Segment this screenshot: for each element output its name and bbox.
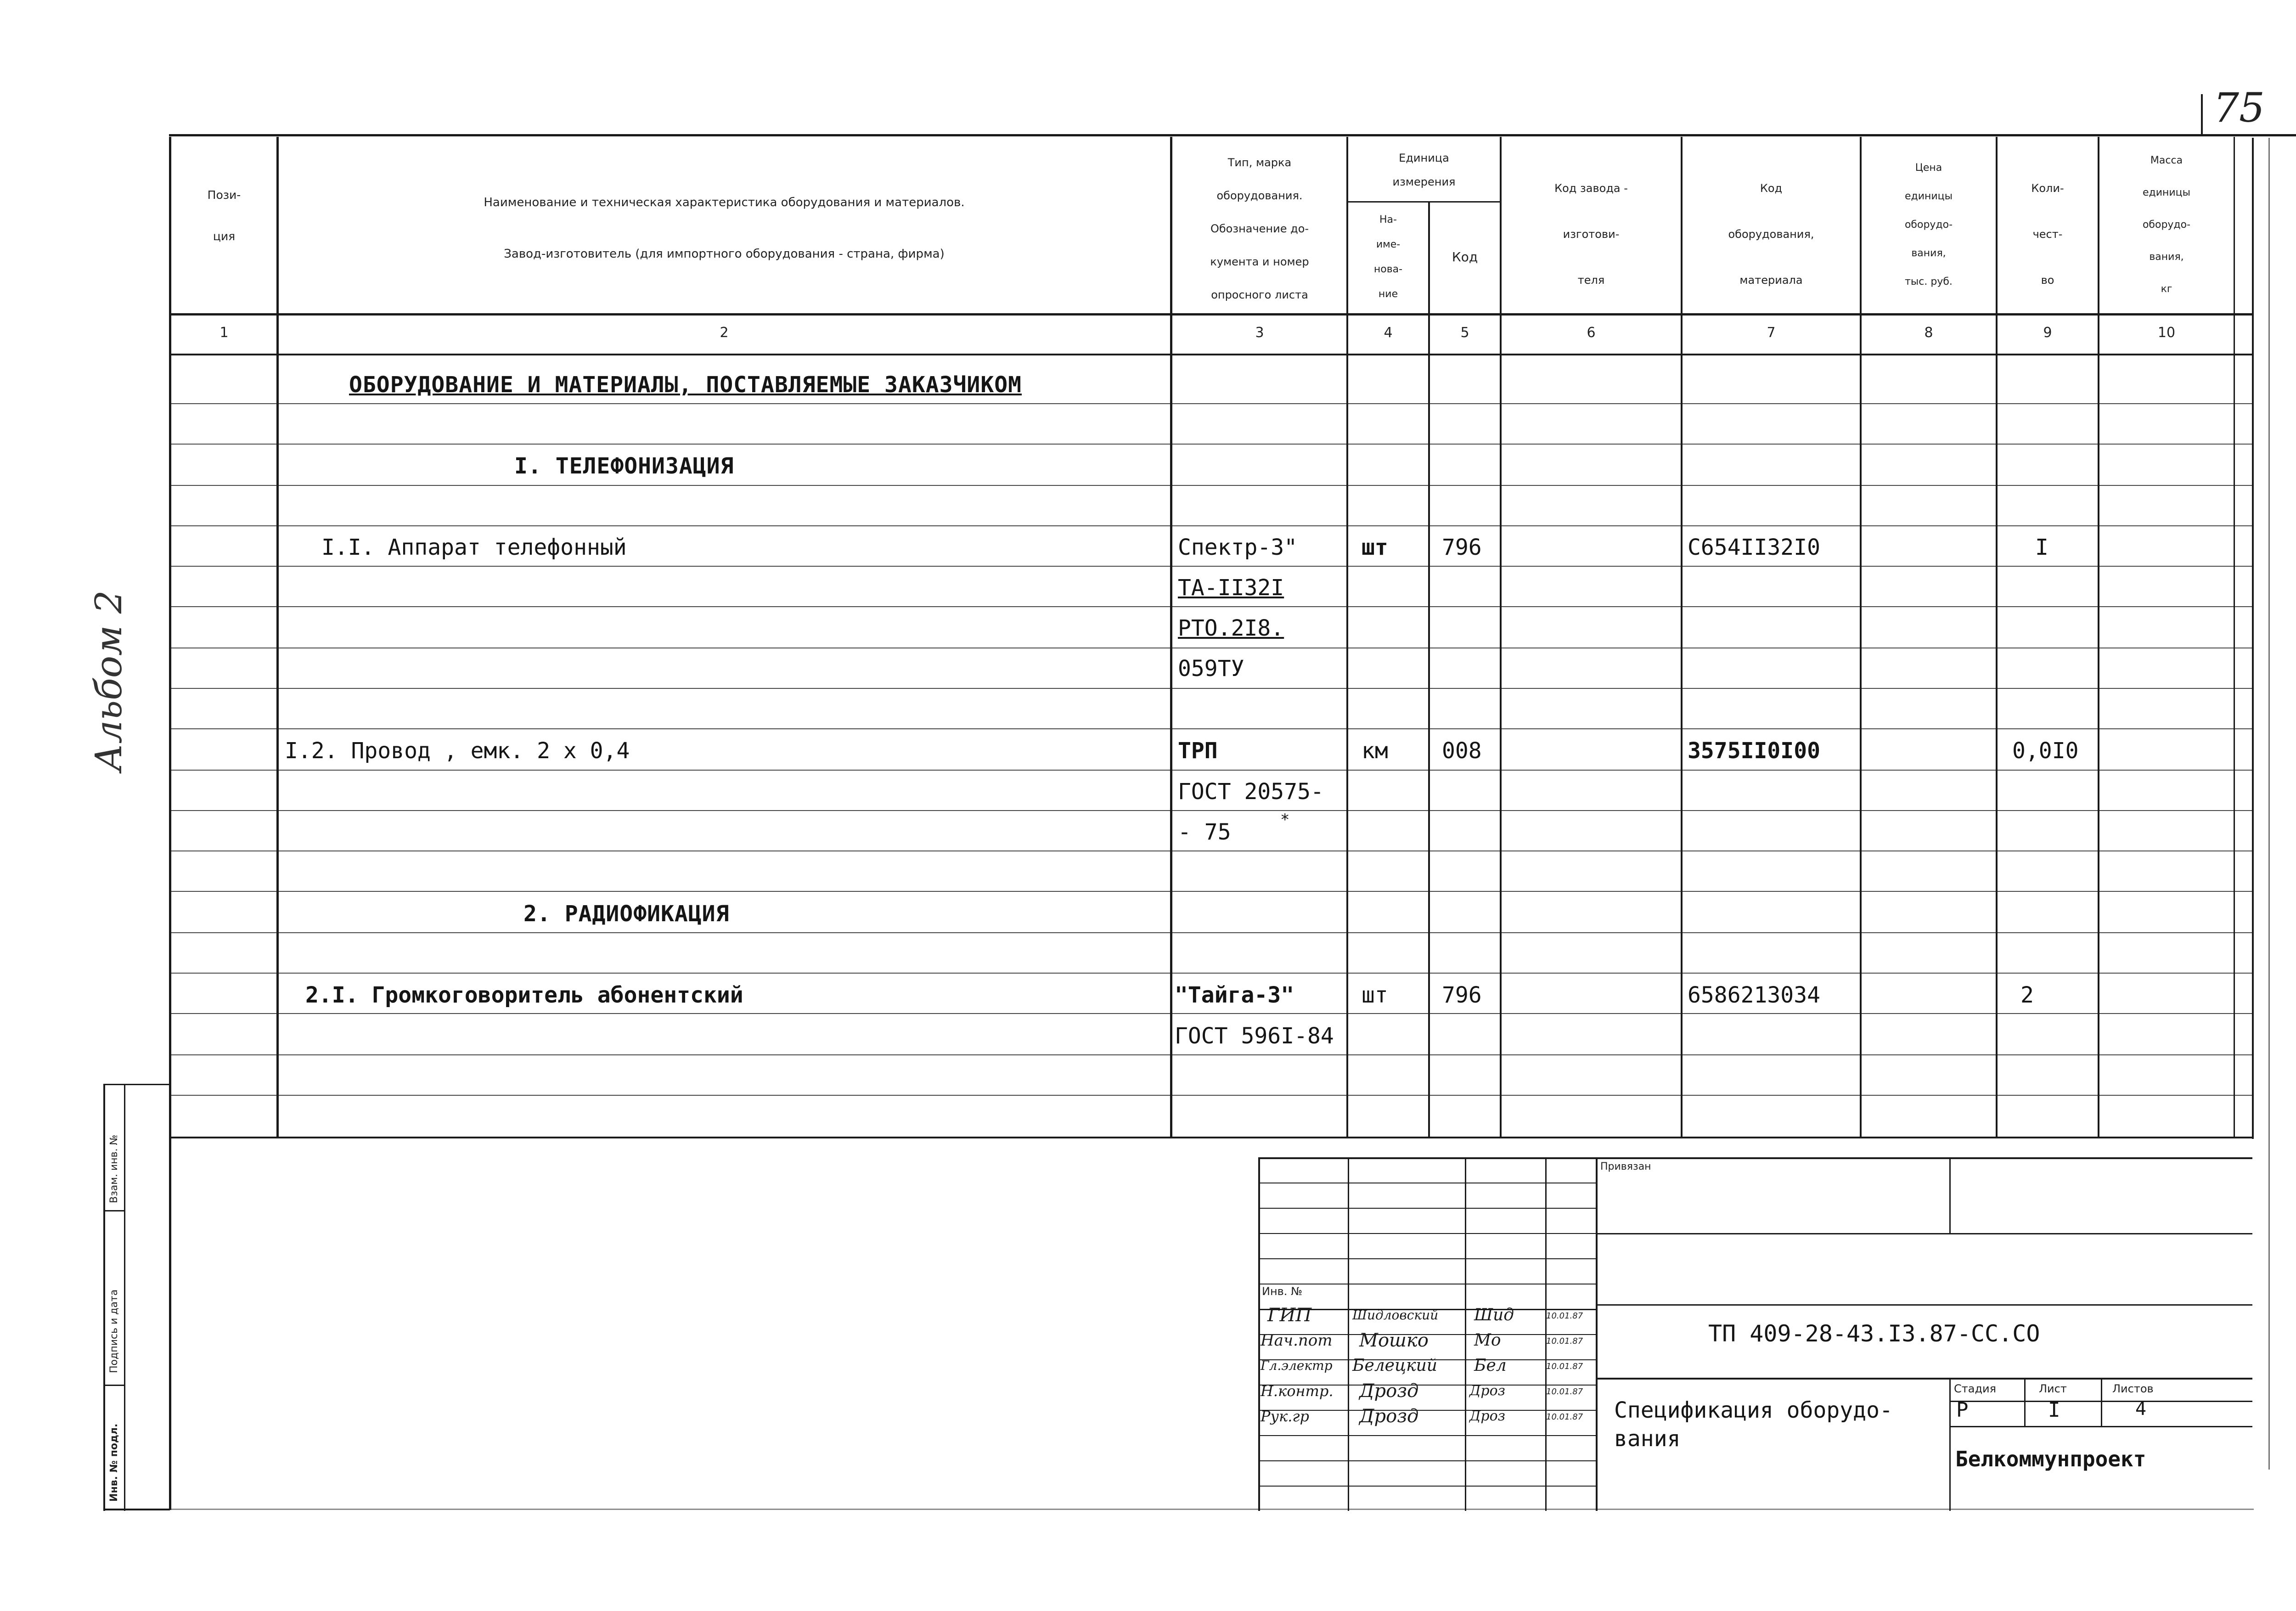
tb-line	[1258, 1157, 2252, 1159]
row-line	[169, 973, 2254, 974]
item-2-1-name: 2.I. Громкоговоритель абонентский	[305, 982, 743, 1008]
item-2-1-type: "Тайга-3"	[1175, 982, 1294, 1008]
tb-name-1: Шидловский	[1352, 1307, 1439, 1323]
item-1-1-type: РТО.2I8.	[1178, 615, 1284, 641]
tb-signature-1: Шид	[1474, 1306, 1514, 1324]
tb-role-nach: Нач.пот	[1261, 1331, 1333, 1350]
tb-line	[1949, 1378, 1951, 1511]
tb-line	[1949, 1157, 1951, 1233]
colnum-6: 6	[1587, 325, 1596, 341]
colnum-bottom-line	[169, 354, 2254, 355]
strip-line	[103, 1084, 170, 1085]
item-2-1-unit-code: 796	[1442, 982, 1482, 1008]
colnum-10: 10	[2157, 325, 2176, 341]
tb-sheet-label: Лист	[2039, 1382, 2067, 1395]
row-line	[169, 566, 2254, 567]
strip-label-replace-inv: Взам. инв. №	[108, 1134, 120, 1203]
frame-right-line	[2252, 138, 2254, 1139]
row-line	[169, 688, 2254, 689]
header-material-code: Код оборудования, материала	[1728, 182, 1814, 287]
tb-role-ruk-gr: Рук.гр	[1261, 1408, 1310, 1425]
item-1-2-unit-code: 008	[1442, 738, 1482, 764]
header-bottom-line	[169, 313, 2254, 315]
item-1-2-type: - 75	[1178, 819, 1231, 845]
tb-line	[1258, 1258, 1597, 1259]
tb-signature-3: Бел	[1474, 1356, 1507, 1375]
row-line	[169, 770, 2254, 771]
tb-name-3: Белецкий	[1352, 1356, 1437, 1375]
row-line	[169, 403, 2254, 404]
colnum-5: 5	[1460, 325, 1469, 341]
tb-linked-label: Привязан	[1600, 1161, 1651, 1172]
tb-line	[1597, 1378, 2252, 1380]
item-1-2-type: ТРП	[1178, 738, 1218, 764]
row-line	[169, 728, 2254, 729]
tb-signature-2: Мо	[1474, 1331, 1501, 1350]
item-1-2-quantity: 0,0I0	[2012, 738, 2079, 764]
colnum-8: 8	[1924, 325, 1933, 341]
tb-inv-no-label: Инв. №	[1262, 1285, 1303, 1298]
tb-line	[1949, 1426, 2252, 1427]
header-name: Наименование и техническая характеристика оборудования и материалов. Завод-изготовитель (для импортного оборудования - страна, фирма)	[484, 196, 965, 261]
tb-date-3: 10.01.87	[1546, 1362, 1583, 1371]
item-1-2-material-code: 3575II0I00	[1688, 738, 1820, 764]
header-type: Тип, марка оборудования. Обозначение до- кумента и номер опросного листа	[1210, 156, 1309, 301]
tb-sheets-label: Листов	[2112, 1382, 2154, 1395]
tb-signature-5: Дроз	[1469, 1408, 1506, 1424]
item-2-1-material-code: 6586213034	[1688, 982, 1820, 1008]
section-telephony: I. ТЕЛЕФОНИЗАЦИЯ	[514, 453, 734, 479]
colnum-7: 7	[1767, 325, 1776, 341]
frame-right-outer-line	[2268, 138, 2270, 1470]
tb-organization: Белкоммунпроект	[1955, 1447, 2146, 1471]
tb-line	[2024, 1378, 2026, 1426]
item-1-1-type: Спектр-3"	[1178, 535, 1298, 560]
tb-role-n-kontr: Н.контр.	[1261, 1382, 1334, 1400]
tb-line	[1597, 1304, 2252, 1306]
sheet-mark: 75	[2213, 84, 2265, 131]
tb-signature-4: Дроз	[1469, 1383, 1506, 1399]
item-1-1-material-code: С654II32I0	[1688, 535, 1820, 560]
tb-stage-value: Р	[1956, 1398, 1969, 1422]
tb-line	[1258, 1460, 1597, 1461]
unit-group-line	[1346, 201, 1501, 203]
item-1-1-unit: шт	[1362, 535, 1388, 560]
tb-sheets-value: 4	[2135, 1398, 2147, 1419]
section-title: ОБОРУДОВАНИЕ И МАТЕРИАЛЫ, ПОСТАВЛЯЕМЫЕ ЗАКАЗЧИКОМ	[349, 372, 1022, 398]
table-bottom-line	[169, 1137, 2254, 1138]
tb-stage-label: Стадия	[1954, 1382, 1997, 1395]
header-unit-code: Код	[1452, 249, 1478, 265]
header-position: Пози- ция	[207, 188, 241, 243]
tb-role-gip: ГИП	[1267, 1305, 1312, 1326]
item-1-1-unit-code: 796	[1442, 535, 1482, 560]
tb-line	[1258, 1486, 1597, 1487]
tb-role-gl-electr: Гл.электр	[1261, 1358, 1333, 1373]
tb-line	[1597, 1233, 2252, 1234]
row-line	[169, 485, 2254, 486]
header-price: Цена единицы оборудо- вания, тыс. руб.	[1904, 162, 1953, 287]
tb-line	[2101, 1378, 2102, 1426]
tb-date-4: 10.01.87	[1546, 1387, 1583, 1397]
frame-top-line	[169, 134, 2296, 136]
row-line	[169, 1013, 2254, 1014]
col-line-1	[276, 137, 279, 1138]
row-line	[169, 606, 2254, 607]
section-radio: 2. РАДИОФИКАЦИЯ	[523, 901, 730, 927]
tb-date-2: 10.01.87	[1546, 1336, 1583, 1346]
row-line	[169, 1054, 2254, 1055]
tb-date-1: 10.01.87	[1546, 1311, 1583, 1321]
tb-document-title: Спецификация оборудо- вания	[1614, 1397, 1893, 1452]
colnum-2: 2	[720, 325, 729, 341]
strip-label-sign-date: Подпись и дата	[108, 1289, 120, 1373]
strip-label-inv-original: Инв. № подл.	[108, 1423, 120, 1502]
row-line	[169, 525, 2254, 526]
colnum-4: 4	[1384, 325, 1393, 341]
item-2-1-unit: шт	[1362, 982, 1388, 1008]
tb-name-4: Дрозд	[1359, 1380, 1419, 1402]
row-line	[169, 891, 2254, 892]
item-1-2-star: *	[1280, 811, 1290, 829]
colnum-9: 9	[2043, 325, 2052, 341]
tb-name-2: Мошко	[1359, 1330, 1429, 1351]
item-1-2-name: I.2. Провод , емк. 2 х 0,4	[285, 738, 630, 764]
item-1-1-name: I.I. Аппарат телефонный	[321, 535, 627, 560]
item-1-2-type: ГОСТ 20575-	[1178, 779, 1324, 805]
col-line-10	[2234, 137, 2235, 1138]
header-unit-group: Единица измерения	[1392, 152, 1456, 188]
item-1-1-type: ТА-II32I	[1178, 575, 1284, 601]
row-line	[169, 1095, 2254, 1096]
tb-line	[1258, 1208, 1597, 1209]
album-note: Альбом 2	[87, 590, 130, 772]
header-factory-code: Код завода - изготови- теля	[1554, 182, 1628, 287]
item-2-1-type: ГОСТ 596I-84	[1175, 1023, 1334, 1049]
tb-line	[1258, 1233, 1597, 1234]
strip-line	[103, 1509, 170, 1510]
tb-date-5: 10.01.87	[1546, 1412, 1583, 1422]
row-line	[169, 810, 2254, 811]
strip-line	[103, 1084, 105, 1511]
item-1-2-unit: км	[1362, 738, 1388, 764]
strip-line	[124, 1084, 125, 1511]
header-quantity: Коли- чест- во	[2031, 182, 2064, 287]
item-2-1-quantity: 2	[2020, 982, 2034, 1008]
tb-name-5: Дрозд	[1359, 1406, 1419, 1427]
row-line	[169, 444, 2254, 445]
row-line	[169, 932, 2254, 933]
strip-line	[103, 1385, 125, 1386]
item-1-1-type: 059ТУ	[1178, 656, 1244, 682]
tb-line	[1258, 1435, 1597, 1436]
colnum-3: 3	[1255, 325, 1264, 341]
header-unit-name: На- име- нова- ние	[1373, 214, 1403, 300]
colnum-1: 1	[219, 325, 229, 341]
tb-document-code: ТП 409-28-43.I3.87-СС.СО	[1708, 1320, 2040, 1347]
item-1-1-quantity: I	[2035, 535, 2048, 560]
strip-line	[103, 1210, 125, 1211]
header-mass: Масса единицы оборудо- вания, кг	[2142, 155, 2191, 295]
tb-sheet-value: I	[2048, 1398, 2060, 1422]
frame-top-mark-tick	[2201, 94, 2203, 135]
